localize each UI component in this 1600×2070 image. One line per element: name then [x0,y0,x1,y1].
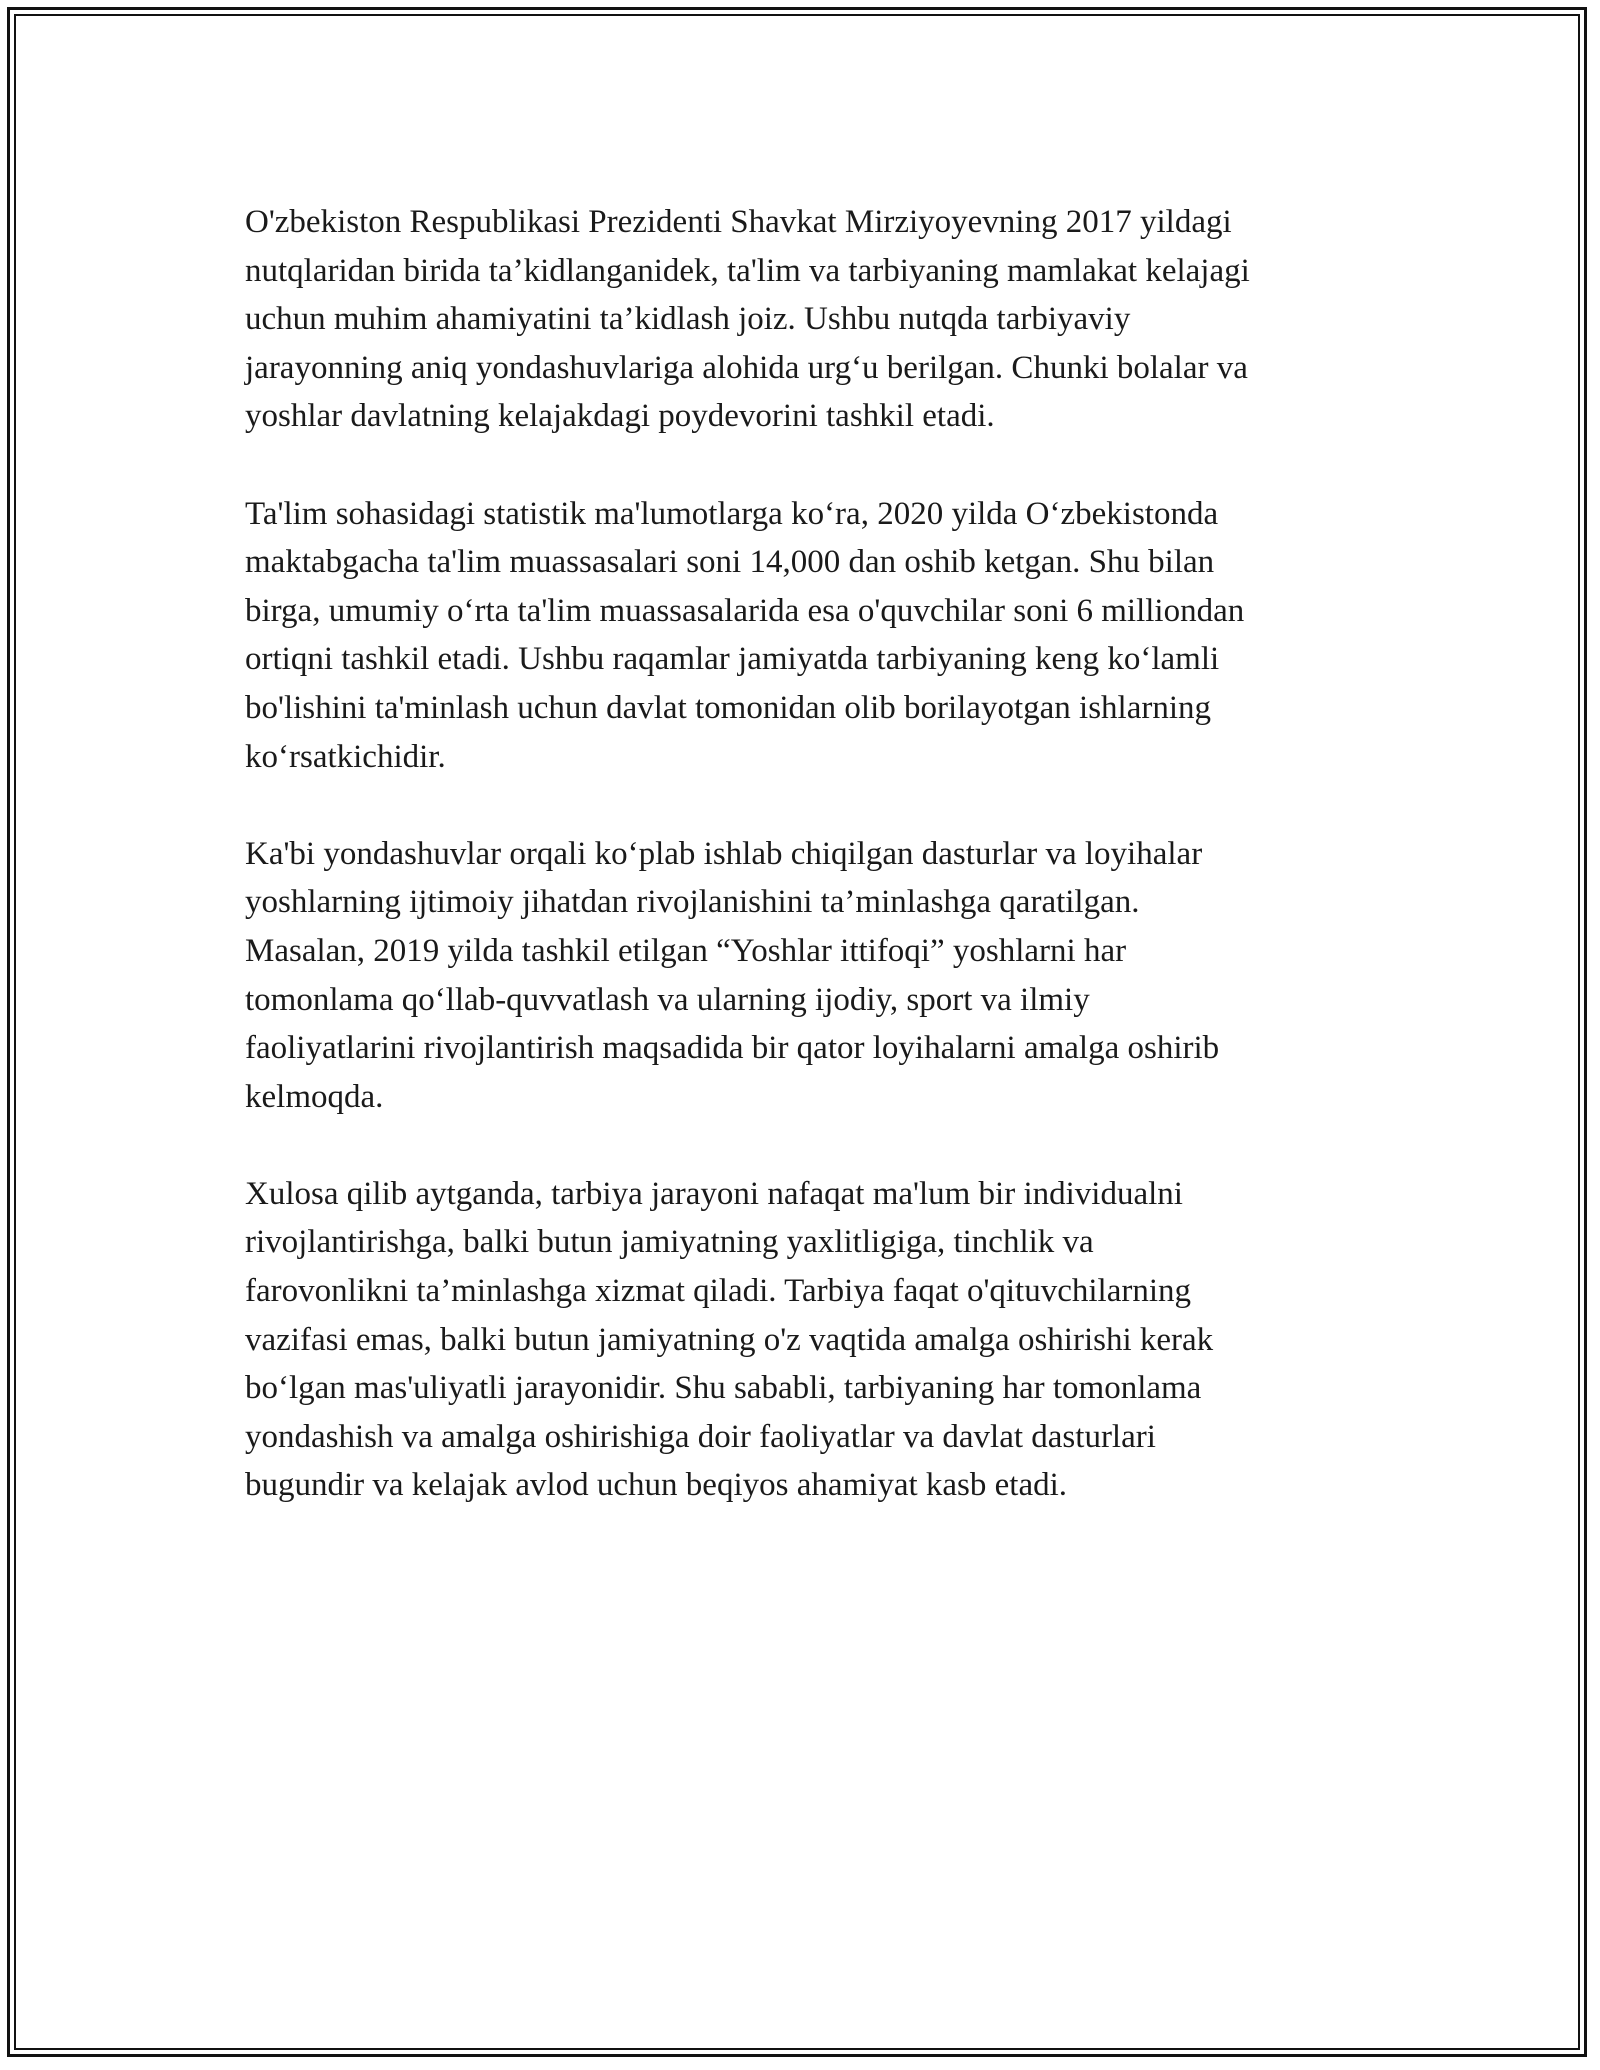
text-line: Xulosa qilib aytganda, tarbiya jarayoni nafaqat ma'lum bir individualni [245,1175,1183,1212]
text-line: ortiqni tashkil etadi. Ushbu raqamlar jamiyatda tarbiyaning keng ko‘lamli [245,641,1220,678]
page-frame [7,7,1587,2057]
paragraph-1 [245,198,1380,441]
text-line: farovonlikni ta’minlashga xizmat qiladi. Tarbiya faqat o'qituvchilarning [245,1273,1192,1310]
text-line: rivojlantirishga, balki butun jamiyatning yaxlitligiga, tinchlik va [245,1224,1094,1261]
text-line: vazifasi emas, balki butun jamiyatning o'z vaqtida amalga oshirishi kerak [245,1321,1214,1358]
text-line: O'zbekiston Respublikasi Prezidenti Shavkat Mirziyoyevning 2017 yildagi [245,204,1232,240]
text-line: yoshlarning ijtimoiy jihatdan rivojlanishini ta’minlashga qaratilgan. [245,884,1140,921]
paragraph-3 [245,830,1380,1122]
text-line: ko‘rsatkichidir. [245,738,446,775]
text-line: bo‘lgan mas'uliyatli jarayonidir. Shu sababli, tarbiyaning har tomonlama [245,1370,1202,1407]
text-line: yondashish va amalga oshirishiga doir faoliyatlar va davlat dasturlari [245,1418,1156,1455]
text-line: Ka'bi yondashuvlar orqali ko‘plab ishlab chiqilgan dasturlar va loyihalar [245,835,1203,872]
text-line: bugundir va kelajak avlod uchun beqiyos ahamiyat kasb etadi. [245,1467,1068,1504]
text-line: birga, umumiy o‘rta ta'lim muassasalarida esa o'quvchilar soni 6 milliondan [245,592,1245,629]
paragraph-4 [245,1170,1380,1510]
text-line: Ta'lim sohasidagi statistik ma'lumotlarga ko‘ra, 2020 yilda O‘zbekistonda [245,495,1219,532]
text-line: nutqlaridan birida ta’kidlanganidek, ta'lim va tarbiyaning mamlakat kelajagi [245,252,1250,289]
text-line: Masalan, 2019 yilda tashkil etilgan “Yoshlar ittifoqi” yoshlarni har [245,932,1127,969]
text-line: bo'lishini ta'minlash uchun davlat tomonidan olib borilayotgan ishlarning [245,689,1212,726]
text-line: yoshlar davlatning kelajakdagi poydevorini tashkil etadi. [245,398,995,435]
text-line: faoliyatlarini rivojlantirish maqsadida bir qator loyihalarni amalga oshirib [245,1030,1220,1067]
text-line: tomonlama qo‘llab-quvvatlash va ularning ijodiy, sport va ilmiy [245,981,1090,1018]
text-line: jarayonning aniq yondashuvlariga alohida urg‘u berilgan. Chunki bolalar va [245,349,1248,386]
text-line: maktabgacha ta'lim muassasalari soni 14,000 dan oshib ketgan. Shu bilan [245,544,1215,581]
paragraph-2 [245,490,1380,782]
text-line: uchun muhim ahamiyatini ta’kidlash joiz. Ushbu nutqda tarbiyaviy [245,301,1131,338]
document-body [245,198,1380,1559]
text-line: kelmoqda. [245,1078,384,1115]
